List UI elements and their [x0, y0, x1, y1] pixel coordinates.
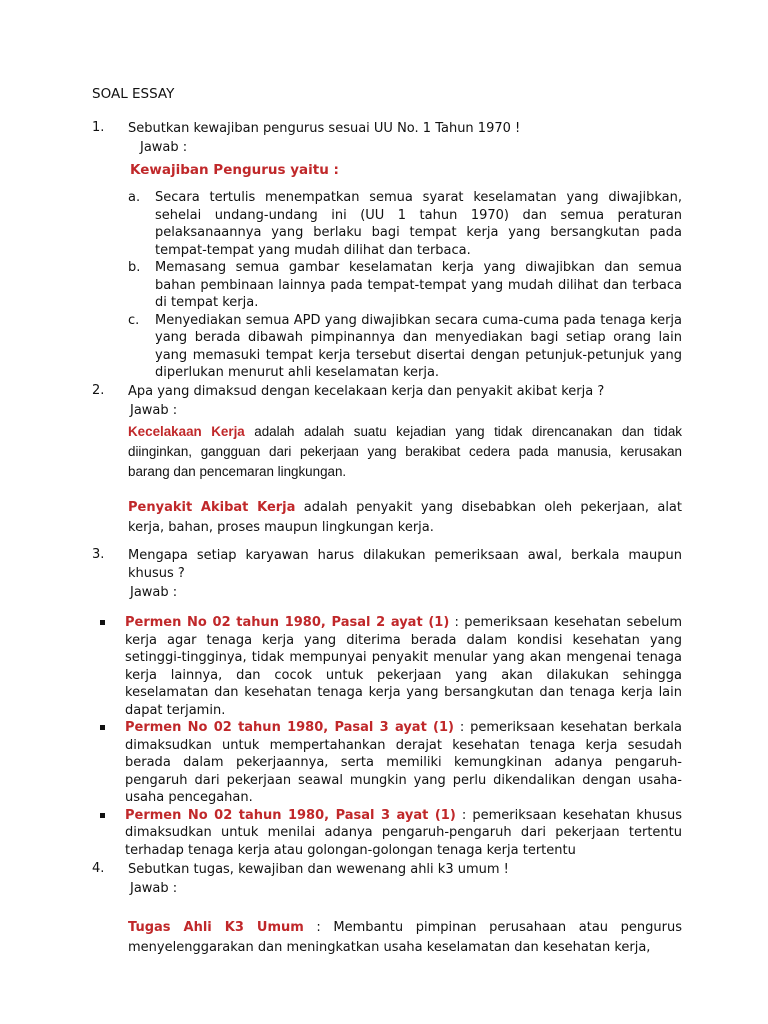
regulation-list — [98, 614, 682, 859]
question-3 — [92, 547, 682, 859]
list-marker: a. — [128, 190, 141, 205]
document-title: SOAL ESSAY — [92, 86, 175, 102]
list-item — [128, 189, 682, 259]
answer-label: Jawab : — [140, 140, 188, 155]
question-number: 3. — [92, 547, 105, 562]
term-penyakit-akibat-kerja: Penyakit Akibat Kerja — [128, 500, 296, 515]
duty-list — [128, 189, 682, 382]
question-text: Sebutkan kewajiban pengurus sesuai UU No. 1 Tahun 1970 ! — [128, 121, 521, 136]
answer-paragraph-1 — [128, 422, 682, 482]
term-kecelakaan-kerja: Kecelakaan Kerja — [128, 424, 245, 439]
answer-label: Jawab : — [130, 881, 178, 896]
definition-text: adalah adalah suatu kejadian yang tidak direncanakan dan tidak diinginkan, gangguan dari pekerjaan yang berakibat cedera pada manusia, kerusakan barang dan pencemaran lingkungan. — [128, 424, 683, 479]
answer-paragraph — [128, 918, 682, 958]
question-2 — [92, 383, 682, 538]
list-item — [128, 259, 682, 312]
regulation-reference: Permen No 02 tahun 1980, Pasal 2 ayat (1) — [125, 615, 450, 630]
question-text: Mengapa setiap karyawan harus dilakukan pemeriksaan awal, berkala maupun khusus ? — [128, 548, 682, 581]
answer-heading: Kewajiban Pengurus yaitu : — [130, 162, 339, 178]
bullet-icon — [100, 813, 105, 818]
question-4 — [92, 861, 682, 958]
list-item — [98, 807, 682, 860]
answer-label: Jawab : — [130, 403, 178, 418]
question-text: Apa yang dimaksud dengan kecelakaan kerja dan penyakit akibat kerja ? — [128, 384, 605, 399]
definition-text: adalah penyakit yang disebabkan oleh pekerjaan, alat kerja, bahan, proses maupun lingkungan kerja. — [128, 500, 682, 535]
list-item-text: Menyediakan semua APD yang diwajibkan secara cuma-cuma pada tenaga kerja yang berada dibawah pimpinannya dan menyediakan bagi setiap orang lain yang memasuki tempat kerja tersebut disertai dengan petunjuk-petunjuk yang diperlukan menurut ahli keselamatan kerja. — [155, 312, 682, 380]
answer-label: Jawab : — [130, 585, 178, 600]
list-item — [98, 719, 682, 807]
list-item-text: : pemeriksaan kesehatan sebelum kerja agar tenaga kerja yang diterima berada dalam kondisi kesehatan yang setinggi-tingginya, tidak mempunyai penyakit menular yang akan mengenai tenaga kerja lainnya, dan cocok untuk pekerjaan yang akan dilakukan sehingga keselamatan dan kesehatan tenaga kerja yang bersangkutan dan tenaga kerja lain dapat terjamin. — [125, 615, 682, 718]
definition-text: : Membantu pimpinan perusahaan atau pengurus menyelenggarakan dan meningkatkan usaha keselamatan dan kesehatan kerja, — [128, 920, 682, 955]
question-number: 4. — [92, 861, 105, 876]
list-item-text: Memasang semua gambar keselamatan kerja yang diwajibkan dan semua bahan pembinaan lainnya pada tempat-tempat yang mudah dilihat dan terbaca di tempat kerja. — [155, 260, 682, 310]
answer-paragraph-2 — [128, 498, 682, 538]
list-marker: c. — [128, 312, 140, 328]
list-item-text: : pemeriksaan kesehatan khusus dimaksudkan untuk menilai adanya pengaruh-pengaruh dari pekerjaan tertentu terhadap tenaga kerja atau golongan-golongan tenaga kerja tertentu — [125, 807, 682, 858]
regulation-reference: Permen No 02 tahun 1980, Pasal 3 ayat (1) — [125, 720, 454, 735]
bullet-icon — [100, 620, 105, 625]
list-item-text: : pemeriksaan kesehatan berkala dimaksudkan untuk mempertahankan derajat kesehatan tenaga kerja sesudah berada dalam pekerjaannya, serta memiliki kemungkinan adanya pengaruh-pengaruh dari pekerjaan seawal mungkin yang perlu dikendalikan dengan usaha-usaha pencegahan. — [125, 720, 682, 805]
question-number: 1. — [92, 120, 105, 135]
question-number: 2. — [92, 383, 105, 398]
list-item-text: Secara tertulis menempatkan semua syarat keselamatan yang diwajibkan, sehelai undang-undang ini (UU 1 tahun 1970) dan semua peraturan pelaksanaannya yang berlaku bagi tempat kerja yang bersangkutan pada tempat-tempat yang mudah dilihat dan terbaca. — [155, 190, 682, 258]
regulation-reference: Permen No 02 tahun 1980, Pasal 3 ayat (1) — [125, 807, 456, 823]
list-marker: b. — [128, 260, 141, 275]
question-1 — [92, 120, 682, 382]
question-text: Sebutkan tugas, kewajiban dan wewenang ahli k3 umum ! — [128, 862, 509, 877]
list-item — [128, 312, 682, 382]
bullet-icon — [100, 725, 105, 730]
list-item — [98, 614, 682, 719]
term-tugas-ahli-k3: Tugas Ahli K3 Umum — [128, 920, 304, 935]
